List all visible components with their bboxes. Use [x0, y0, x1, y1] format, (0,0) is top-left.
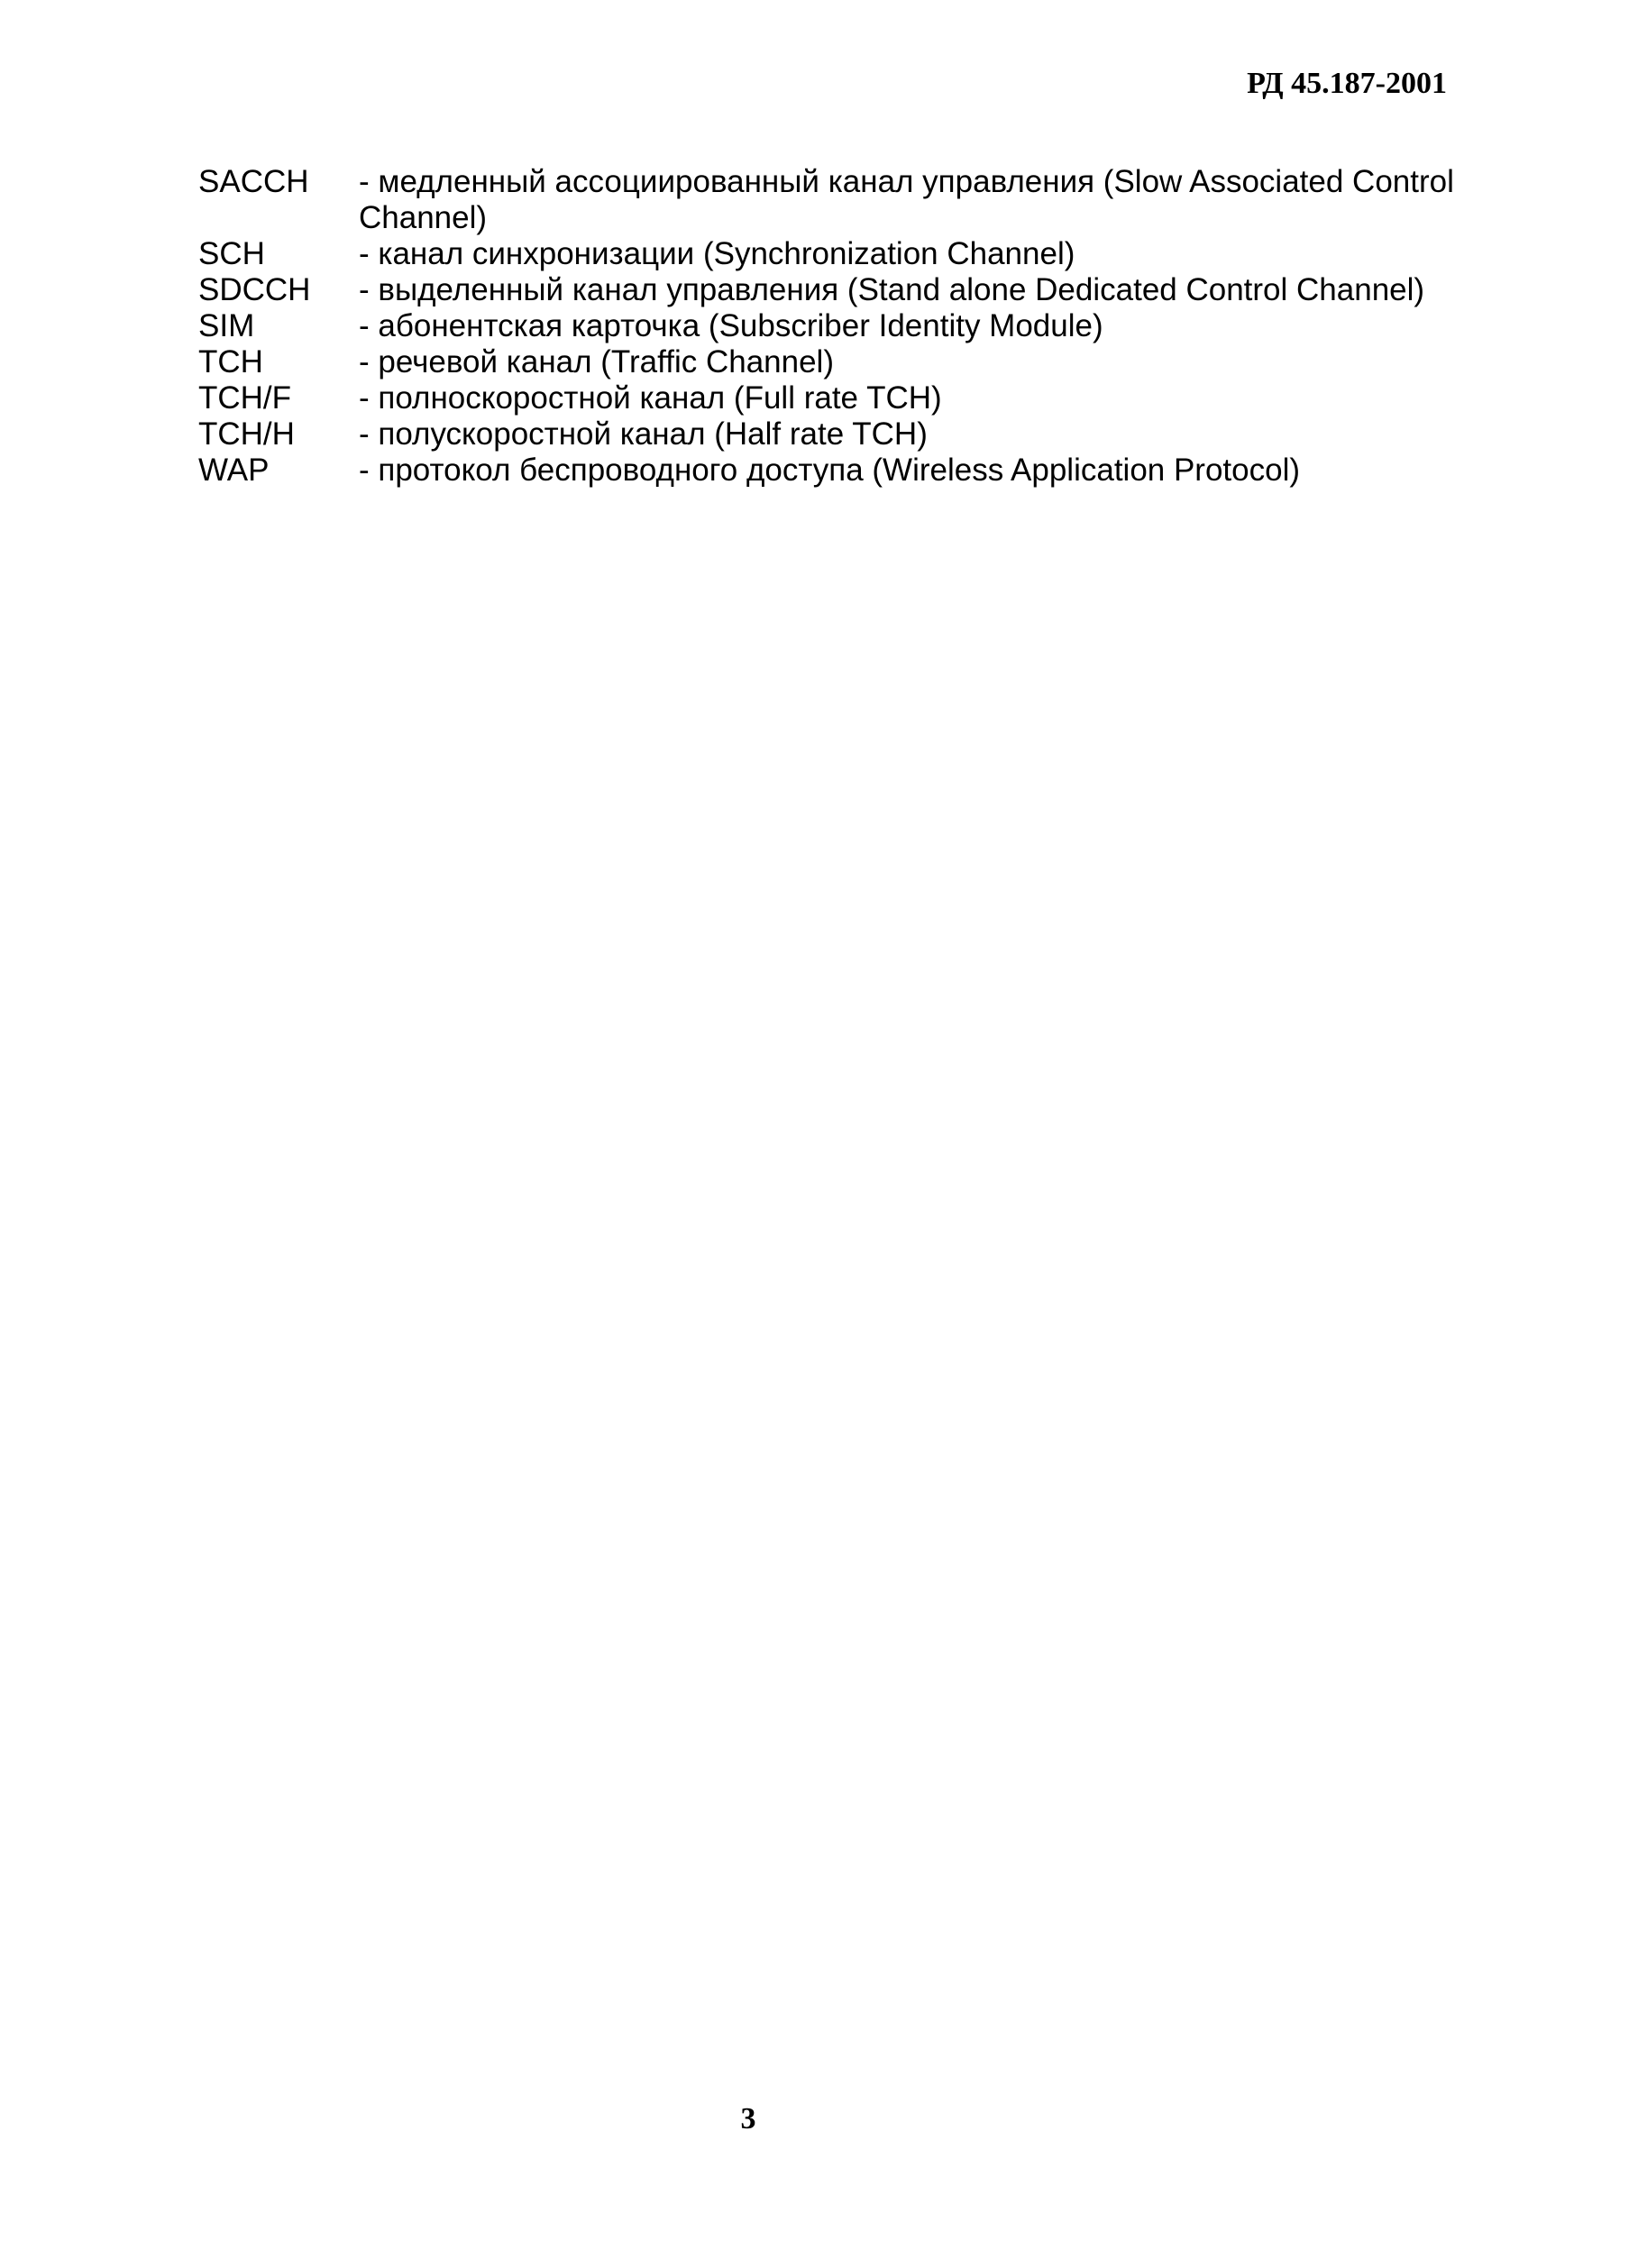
abbreviation-row — [198, 344, 1460, 380]
abbreviation-definition: - медленный ассоциированный канал управления (Slow Associated Control Channel) — [359, 164, 1454, 235]
abbreviation-term: TCH — [198, 344, 263, 380]
abbreviation-definition: - канал синхронизации (Synchronization Channel) — [359, 236, 1075, 271]
abbreviation-term: TCH/H — [198, 416, 295, 452]
abbreviation-list — [198, 164, 1460, 489]
abbreviation-row — [198, 164, 1460, 236]
abbreviation-term: SACCH — [198, 164, 309, 199]
abbreviation-term: SIM — [198, 308, 255, 343]
abbreviation-definition: - выделенный канал управления (Stand alone Dedicated Control Channel) — [359, 272, 1425, 307]
abbreviation-term: WAP — [198, 453, 270, 488]
abbreviation-definition: - речевой канал (Traffic Channel) — [359, 344, 834, 380]
abbreviation-term: SDCCH — [198, 272, 311, 307]
abbreviation-definition: - протокол беспроводного доступа (Wireless Application Protocol) — [359, 453, 1301, 488]
abbreviation-row — [198, 272, 1460, 308]
document-code: РД 45.187-2001 — [1247, 67, 1447, 100]
page-number: 3 — [740, 2102, 756, 2135]
abbreviation-term: SCH — [198, 236, 265, 271]
abbreviation-row — [198, 416, 1460, 453]
abbreviation-term: TCH/F — [198, 380, 292, 416]
abbreviation-definition: - полускоростной канал (Half rate TCH) — [359, 416, 928, 452]
abbreviation-row — [198, 453, 1460, 489]
abbreviation-definition: - абонентская карточка (Subscriber Identity Module) — [359, 308, 1103, 343]
abbreviation-row — [198, 380, 1460, 416]
abbreviation-row — [198, 236, 1460, 272]
abbreviation-row — [198, 308, 1460, 344]
abbreviation-definition: - полноскоростной канал (Full rate TCH) — [359, 380, 942, 416]
